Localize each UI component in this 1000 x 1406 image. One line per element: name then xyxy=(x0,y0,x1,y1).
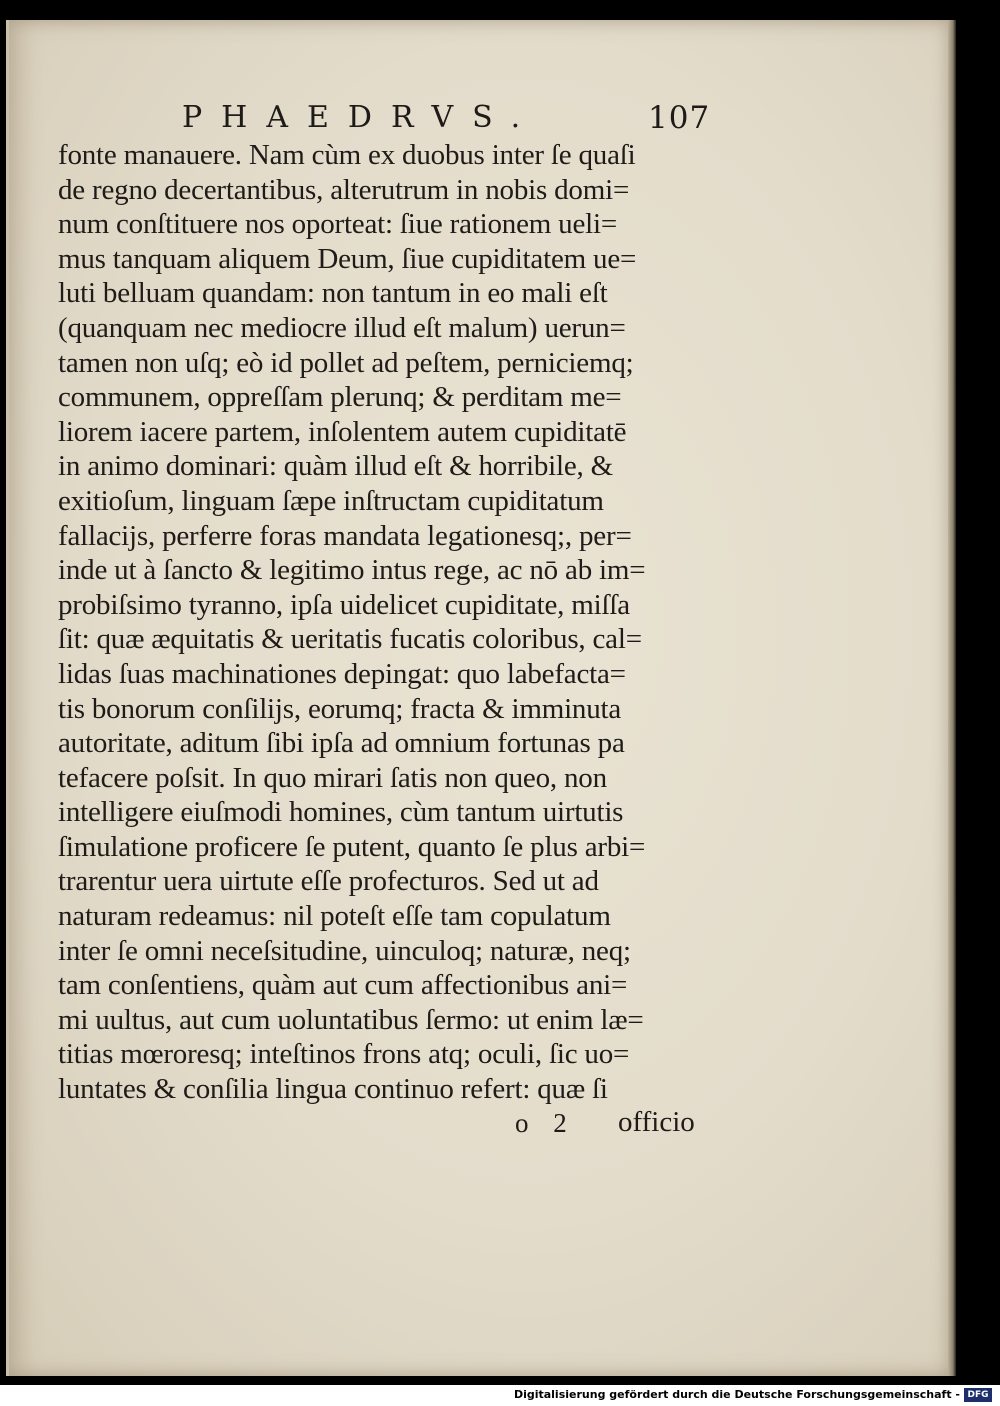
text-line: mi uultus, aut cum uoluntatibus ſermo: ut enim læ= xyxy=(58,1003,644,1036)
text-line: luntates & conſilia lingua continuo refert: quæ ſi xyxy=(58,1073,608,1106)
text-line: ſit: quæ æquitatis & ueritatis fucatis coloribus, cal= xyxy=(58,623,642,656)
text-line: (quanquam nec mediocre illud eſt malum) uerun= xyxy=(58,311,626,344)
text-line: num conſtituere nos oporteat: ſiue rationem ueli= xyxy=(58,208,618,241)
footer-credit: Digitalisierung gefördert durch die Deutsche Forschungsgemeinschaft - xyxy=(513,1388,960,1401)
text-line: tefacere poſsit. In quo mirari ſatis non queo, non xyxy=(58,761,607,794)
text-line: autoritate, aditum ſibi ipſa ad omnium fortunas pa xyxy=(58,727,625,760)
text-line: naturam redeamus: nil poteſt eſſe tam copulatum xyxy=(58,900,611,933)
text-line: tamen non uſq; eò id pollet ad peſtem, perniciemq; xyxy=(58,346,634,379)
text-line: fallacijs, perferre foras mandata legationesq;, per= xyxy=(58,519,632,552)
running-title: PHAEDRVS. xyxy=(182,100,540,135)
text-line: ſimulatione proficere ſe putent, quanto ſe plus arbi= xyxy=(58,830,646,863)
text-line: titias mœroresq; inteſtinos frons atq; oculi, ſic uo= xyxy=(58,1038,630,1071)
text-line: fonte manauere. Nam cùm ex duobus inter ſe quaſi xyxy=(58,139,636,171)
text-line: de regno decertantibus, alterutrum in nobis domi= xyxy=(58,173,630,206)
text-line: inde ut à ſancto & legitimo intus rege, ac nō ab im= xyxy=(58,554,646,587)
text-line: probiſsimo tyranno, ipſa uidelicet cupiditate, miſſa xyxy=(58,588,630,621)
text-line: luti belluam quandam: non tantum in eo mali eſt xyxy=(58,277,608,310)
text-line: liorem iacere partem, inſolentem autem cupiditatē xyxy=(58,415,627,448)
page-edge xyxy=(948,20,956,1376)
text-line: intelligere eiuſmodi homines, cùm tantum uirtutis xyxy=(58,796,624,829)
catchword: officio xyxy=(618,1106,695,1138)
body-text xyxy=(58,138,703,1107)
text-line: tis bonorum conſilijs, eorumq; fracta & imminuta xyxy=(58,692,622,725)
text-line: trarentur uera uirtute eſſe profecturos. Sed ut ad xyxy=(58,865,599,898)
text-line: in animo dominari: quàm illud eſt & horribile, & xyxy=(58,450,614,483)
page-number: 107 xyxy=(648,100,711,136)
text-line: exitioſum, linguam ſæpe inſtructam cupiditatum xyxy=(58,484,604,517)
text-line: communem, oppreſſam plerunq; & perditam me= xyxy=(58,381,622,414)
signature-mark: o 2 xyxy=(515,1108,567,1138)
dfg-logo: DFG xyxy=(964,1388,992,1402)
text-line: tam conſentiens, quàm aut cum affectionibus ani= xyxy=(58,969,628,1002)
text-line: mus tanquam aliquem Deum, ſiue cupiditatem ue= xyxy=(58,242,637,275)
text-line: lidas ſuas machinationes depingat: quo labefacta= xyxy=(58,657,626,690)
text-line: inter ſe omni neceſsitudine, uinculoq; naturæ, neq; xyxy=(58,934,631,967)
